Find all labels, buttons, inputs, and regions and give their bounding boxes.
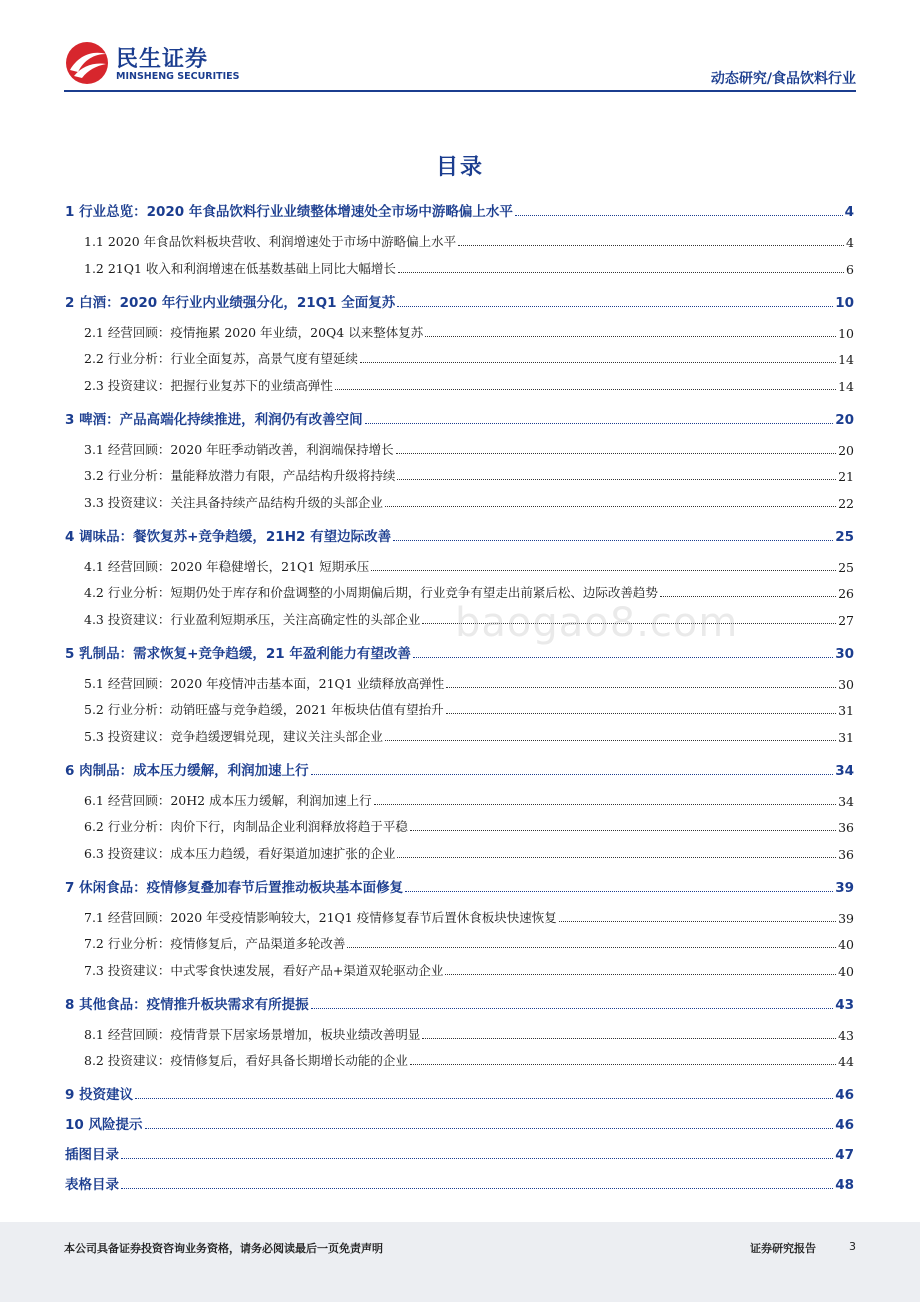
- toc-entry-title: 2 白酒：2020 年行业内业绩强分化，21Q1 全面复苏: [65, 294, 396, 311]
- toc-entry-title: 6.1 经营回顾：20H2 成本压力缓解，利润加速上行: [84, 792, 372, 808]
- footer-disclaimer: 本公司具备证券投资咨询业务资格，请务必阅读最后一页免责声明: [64, 1242, 383, 1255]
- toc-chapter-entry[interactable]: [65, 408, 854, 428]
- toc-entry-page: 6: [846, 261, 854, 277]
- toc-entry-title: 8 其他食品：疫情推升板块需求有所提振: [65, 996, 309, 1013]
- page-number: 3: [849, 1240, 856, 1253]
- toc-section-entry[interactable]: [84, 817, 854, 835]
- footer-doc-type: 证券研究报告: [750, 1242, 816, 1255]
- toc-entry-page: 30: [838, 676, 854, 692]
- toc-dot-leader: [335, 389, 836, 390]
- toc-dot-leader: [425, 336, 836, 337]
- toc-dot-leader: [360, 362, 836, 363]
- toc-entry-page: 31: [838, 729, 854, 745]
- toc-section-entry[interactable]: [84, 349, 854, 367]
- toc-chapter-entry[interactable]: [65, 291, 854, 311]
- toc-entry-title: 插图目录: [65, 1147, 119, 1163]
- toc-entry-title: 5.2 行业分析：动销旺盛与竞争趋缓，2021 年板块估值有望抬升: [84, 702, 444, 717]
- toc-dot-leader: [145, 1128, 834, 1129]
- logo-english-name: MINSHENG SECURITIES: [116, 71, 240, 82]
- toc-dot-leader: [347, 947, 836, 948]
- toc-section-entry[interactable]: [84, 259, 854, 277]
- toc-dot-leader: [397, 479, 836, 480]
- page-header: [0, 0, 920, 100]
- minsheng-logo: [64, 40, 244, 90]
- toc-entry-title: 4.3 投资建议：行业盈利短期承压，关注高确定性的头部企业: [84, 611, 421, 627]
- toc-entry-page: 25: [838, 559, 854, 575]
- toc-entry-title: 6.2 行业分析：肉价下行，肉制品企业利润释放将趋于平稳: [84, 819, 408, 834]
- toc-entry-title: 8.1 经营回顾：疫情背景下居家场景增加，板块业绩改善明显: [84, 1026, 421, 1042]
- toc-entry-title: 2.3 投资建议：把握行业复苏下的业绩高弹性: [84, 377, 333, 393]
- toc-entry-page: 48: [835, 1177, 854, 1193]
- toc-dot-leader: [385, 740, 836, 741]
- toc-dot-leader: [446, 713, 836, 714]
- toc-entry-title: 表格目录: [65, 1177, 119, 1193]
- toc-section-entry[interactable]: [84, 493, 854, 511]
- toc-entry-page: 4: [846, 235, 854, 250]
- toc-dot-leader: [660, 596, 836, 597]
- toc-entry-page: 20: [838, 442, 854, 458]
- toc-entry-page: 27: [838, 612, 854, 628]
- toc-section-entry[interactable]: [84, 700, 854, 718]
- toc-section-entry[interactable]: [84, 1025, 854, 1043]
- toc-entry-page: 26: [838, 586, 854, 601]
- toc-entry-page: 4: [844, 204, 854, 220]
- toc-dot-leader: [410, 1064, 836, 1065]
- toc-entry-title: 3.1 经营回顾：2020 年旺季动销改善，利润端保持增长: [84, 441, 394, 457]
- toc-section-entry[interactable]: [84, 232, 854, 250]
- toc-entry-page: 14: [838, 352, 854, 367]
- toc-dot-leader: [385, 506, 836, 507]
- toc-section-entry[interactable]: [84, 727, 854, 745]
- toc-dot-leader: [410, 830, 836, 831]
- toc-entry-page: 10: [838, 325, 854, 341]
- toc-dot-leader: [311, 774, 834, 775]
- toc-entry-title: 2.1 经营回顾：疫情拖累 2020 年业绩，20Q4 以来整体复苏: [84, 324, 424, 340]
- toc-entry-page: 40: [838, 937, 854, 952]
- toc-dot-leader: [446, 687, 836, 688]
- toc-title: 目录: [435, 155, 484, 180]
- minsheng-logo-icon: [64, 40, 110, 86]
- toc-entry-page: 40: [838, 963, 854, 979]
- toc-dot-leader: [445, 974, 836, 975]
- toc-entry-page: 25: [835, 528, 854, 545]
- toc-dot-leader: [135, 1098, 833, 1099]
- toc-chapter-entry[interactable]: [65, 1083, 854, 1103]
- toc-entry-page: 44: [838, 1054, 854, 1069]
- toc-entry-title: 1.2 21Q1 收入和利润增速在低基数基础上同比大幅增长: [84, 260, 396, 276]
- toc-section-entry[interactable]: [84, 466, 854, 484]
- toc-section-entry[interactable]: [84, 844, 854, 862]
- toc-entry-title: 4.1 经营回顾：2020 年稳健增长，21Q1 短期承压: [84, 558, 370, 574]
- toc-section-entry[interactable]: [84, 557, 854, 575]
- toc-section-entry[interactable]: [84, 791, 854, 809]
- toc-entry-page: 31: [838, 703, 854, 718]
- toc-entry-title: 7.3 投资建议：中式零食快速发展，看好产品+渠道双轮驱动企业: [84, 962, 444, 978]
- toc-entry-page: 34: [838, 793, 854, 809]
- header-divider: [64, 90, 856, 92]
- toc-section-entry[interactable]: [84, 440, 854, 458]
- toc-dot-leader: [393, 540, 833, 541]
- toc-entry-title: 1 行业总览：2020 年食品饮料行业业绩整体增速处全市场中游略偏上水平: [65, 204, 513, 220]
- toc-dot-leader: [413, 657, 833, 658]
- toc-dot-leader: [374, 804, 837, 805]
- toc-section-entry[interactable]: [84, 961, 854, 979]
- toc-entry-title: 1.1 2020 年食品饮料板块营收、利润增速处于市场中游略偏上水平: [84, 234, 457, 249]
- toc-dot-leader: [396, 453, 836, 454]
- toc-entry-title: 3 啤酒：产品高端化持续推进，利润仍有改善空间: [65, 411, 363, 428]
- toc-entry-page: 30: [835, 645, 854, 662]
- toc-dot-leader: [422, 1038, 836, 1039]
- toc-dot-leader: [121, 1188, 833, 1189]
- toc-dot-leader: [397, 306, 833, 307]
- toc-entry-title: 3.2 行业分析：量能释放潜力有限，产品结构升级将持续: [84, 468, 396, 483]
- toc-entry-page: 43: [835, 996, 854, 1013]
- toc-dot-leader: [121, 1158, 833, 1159]
- toc-entry-title: 7.1 经营回顾：2020 年受疫情影响较大，21Q1 疫情修复春节后置休食板块快速恢复: [84, 909, 557, 925]
- toc-chapter-entry[interactable]: [65, 1173, 854, 1193]
- toc-entry-page: 46: [835, 1117, 854, 1133]
- toc-entry-title: 2.2 行业分析：行业全面复苏，高景气度有望延续: [84, 351, 358, 366]
- toc-entry-title: 9 投资建议: [65, 1087, 134, 1103]
- toc-chapter-entry[interactable]: [65, 876, 854, 896]
- toc-dot-leader: [371, 570, 836, 571]
- toc-entry-title: 4 调味品：餐饮复苏+竞争趋缓，21H2 有望边际改善: [65, 528, 392, 545]
- toc-entry-page: 46: [835, 1087, 854, 1103]
- toc-dot-leader: [311, 1008, 834, 1009]
- toc-chapter-entry[interactable]: [65, 993, 854, 1013]
- toc-dot-leader: [458, 245, 844, 246]
- toc-entry-title: 5.3 投资建议：竞争趋缓逻辑兑现，建议关注头部企业: [84, 728, 383, 744]
- toc-section-entry[interactable]: [84, 323, 854, 341]
- toc-entry-title: 4.2 行业分析：短期仍处于库存和价盘调整的小周期偏后期，行业竞争有望走出前紧后松、边际改善趋势: [84, 585, 658, 600]
- toc-entry-page: 39: [835, 879, 854, 896]
- toc-entry-title: 5 乳制品：需求恢复+竞争趋缓，21 年盈利能力有望改善: [65, 645, 411, 662]
- page-footer: [0, 1222, 920, 1302]
- toc-entry-page: 36: [838, 846, 854, 862]
- toc-entry-page: 22: [838, 495, 854, 511]
- toc-section-entry[interactable]: [84, 1051, 854, 1069]
- toc-entry-title: 8.2 投资建议：疫情修复后，看好具备长期增长动能的企业: [84, 1053, 408, 1068]
- toc-entry-page: 34: [835, 762, 854, 779]
- toc-entry-page: 47: [835, 1147, 854, 1163]
- toc-chapter-entry[interactable]: [65, 1113, 854, 1133]
- toc-dot-leader: [365, 423, 834, 424]
- toc-entry-page: 14: [838, 378, 854, 394]
- toc-chapter-entry[interactable]: [65, 1143, 854, 1163]
- toc-entry-title: 10 风险提示: [65, 1117, 143, 1133]
- toc-entry-title: 6.3 投资建议：成本压力趋缓，看好渠道加速扩张的企业: [84, 845, 396, 861]
- toc-dot-leader: [405, 891, 833, 892]
- logo-chinese-name: 民生证券: [116, 47, 209, 72]
- toc-dot-leader: [397, 857, 836, 858]
- toc-chapter-entry[interactable]: [65, 759, 854, 779]
- toc-entry-title: 5.1 经营回顾：2020 年疫情冲击基本面，21Q1 业绩释放高弹性: [84, 675, 445, 691]
- toc-entry-page: 43: [838, 1027, 854, 1043]
- toc-dot-leader: [515, 215, 843, 216]
- toc-entry-page: 36: [838, 820, 854, 835]
- toc-section-entry[interactable]: [84, 583, 854, 601]
- toc-entry-page: 20: [835, 411, 854, 428]
- toc-entry-page: 21: [838, 469, 854, 484]
- toc-entry-page: 10: [835, 294, 854, 311]
- toc-dot-leader: [559, 921, 836, 922]
- toc-entry-title: 3.3 投资建议：关注具备持续产品结构升级的头部企业: [84, 494, 383, 510]
- toc-entry-page: 39: [838, 910, 854, 926]
- toc-dot-leader: [398, 272, 844, 273]
- toc-chapter-entry[interactable]: [65, 525, 854, 545]
- toc-section-entry[interactable]: [84, 934, 854, 952]
- watermark: baogao8.com: [455, 600, 739, 646]
- report-type: 动态研究/食品饮料行业: [710, 71, 856, 87]
- toc-entry-title: 6 肉制品：成本压力缓解，利润加速上行: [65, 762, 309, 779]
- toc-entry-title: 7 休闲食品：疫情修复叠加春节后置推动板块基本面修复: [65, 879, 404, 896]
- toc-section-entry[interactable]: [84, 376, 854, 394]
- toc-section-entry[interactable]: [84, 674, 854, 692]
- toc-chapter-entry[interactable]: [65, 200, 854, 220]
- toc-entry-title: 7.2 行业分析：疫情修复后，产品渠道多轮改善: [84, 936, 346, 951]
- toc-section-entry[interactable]: [84, 908, 854, 926]
